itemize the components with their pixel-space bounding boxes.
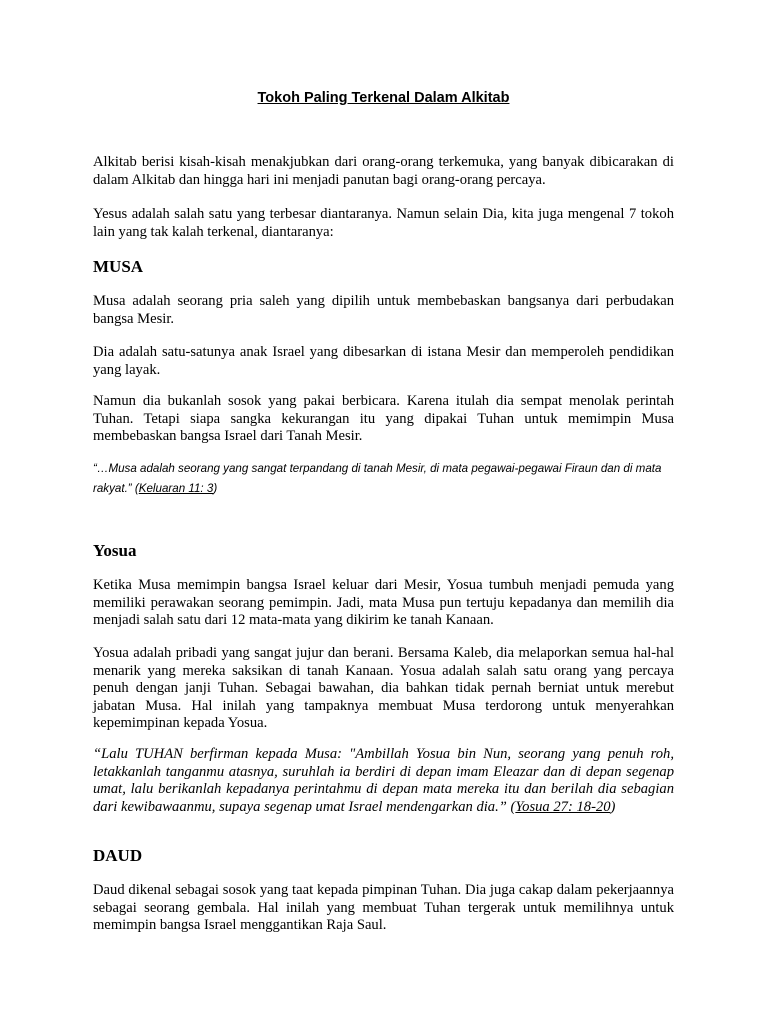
yosua-quote-reference-link[interactable]: Yosua 27: 18-20 <box>515 798 611 815</box>
yosua-paragraph-2: Yosua adalah pribadi yang sangat jujur dan berani. Bersama Kaleb, dia melaporkan semua hal-hal menarik yang mereka saksikan di tanah Kanaan. Yosua adalah salah satu orang yang percaya penuh dengan janji Tuhan. Sebagai bawahan, dia bahkan tidak pernah berniat untuk merebut jabatan Musa. Hal inilah yang tampaknya membuat Musa terdorong untuk menyerahkan kepemimpinan kepada Yosua. <box>93 645 674 731</box>
yosua-quote-close: ) <box>610 798 616 815</box>
musa-quote-close: ) <box>213 482 218 495</box>
yosua-paragraph-1: Ketika Musa memimpin bangsa Israel keluar dari Mesir, Yosua tumbuh menjadi pemuda yang memiliki perawakan seorang pemimpin. Jadi, mata Musa pun tertuju kepadanya dan memilih dia menjadi salah satu dari 12 mata-mata yang dikirim ke tanah Kanaan. <box>93 577 674 628</box>
musa-paragraph-1: Musa adalah seorang pria saleh yang dipilih untuk membebaskan bangsanya dari perbudakan bangsa Mesir. <box>93 293 674 327</box>
musa-quote <box>93 459 674 499</box>
musa-quote-reference-link[interactable]: Keluaran 11: 3 <box>138 482 214 495</box>
daud-paragraph-1: Daud dikenal sebagai sosok yang taat kepada pimpinan Tuhan. Dia juga cakap dalam pekerjaannya sebagai seorang gembala. Hal inilah yang membuat Tuhan tergerak untuk memilihnya untuk memimpin bangsa Israel menggantikan Raja Saul. <box>93 882 674 933</box>
intro-paragraph-2: Yesus adalah salah satu yang terbesar diantaranya. Namun selain Dia, kita juga mengenal 7 tokoh lain yang tak kalah terkenal, diantaranya: <box>93 206 674 240</box>
yosua-quote <box>93 746 674 816</box>
section-heading-daud: DAUD <box>93 846 143 865</box>
intro-paragraph-1: Alkitab berisi kisah-kisah menakjubkan dari orang-orang terkemuka, yang banyak dibicarakan di dalam Alkitab dan hingga hari ini menjadi panutan bagi orang-orang percaya. <box>93 154 674 188</box>
document-title: Tokoh Paling Terkenal Dalam Alkitab <box>257 90 510 106</box>
section-heading-yosua: Yosua <box>93 541 137 560</box>
document-page <box>93 0 674 1024</box>
musa-paragraph-2: Dia adalah satu-satunya anak Israel yang dibesarkan di istana Mesir dan memperoleh pendidikan yang layak. <box>93 344 674 378</box>
yosua-quote-text: “Lalu TUHAN berfirman kepada Musa: "Ambillah Yosua bin Nun, seorang yang penuh roh, letakkanlah tanganmu atasnya, suruhlah ia berdiri di depan imam Eleazar dan di depan segenap umat, lalu berikanlah kepadanya perintahmu di depan mata mereka itu dan berilah dia sebagian dari kewibawaanmu, supaya segenap umat Israel mendengarkan dia.” ( <box>93 746 674 815</box>
musa-quote-text: “…Musa adalah seorang yang sangat terpandang di tanah Mesir, di mata pegawai-pegawai Firaun dan di mata rakyat.” ( <box>93 462 662 495</box>
section-heading-musa: MUSA <box>93 257 144 276</box>
musa-paragraph-3: Namun dia bukanlah sosok yang pakai berbicara. Karena itulah dia sempat menolak perintah Tuhan. Tetapi siapa sangka kekurangan itu yang dipakai Tuhan untuk memimpin Musa membebaskan bangsa Israel dari Tanah Mesir. <box>93 393 674 444</box>
